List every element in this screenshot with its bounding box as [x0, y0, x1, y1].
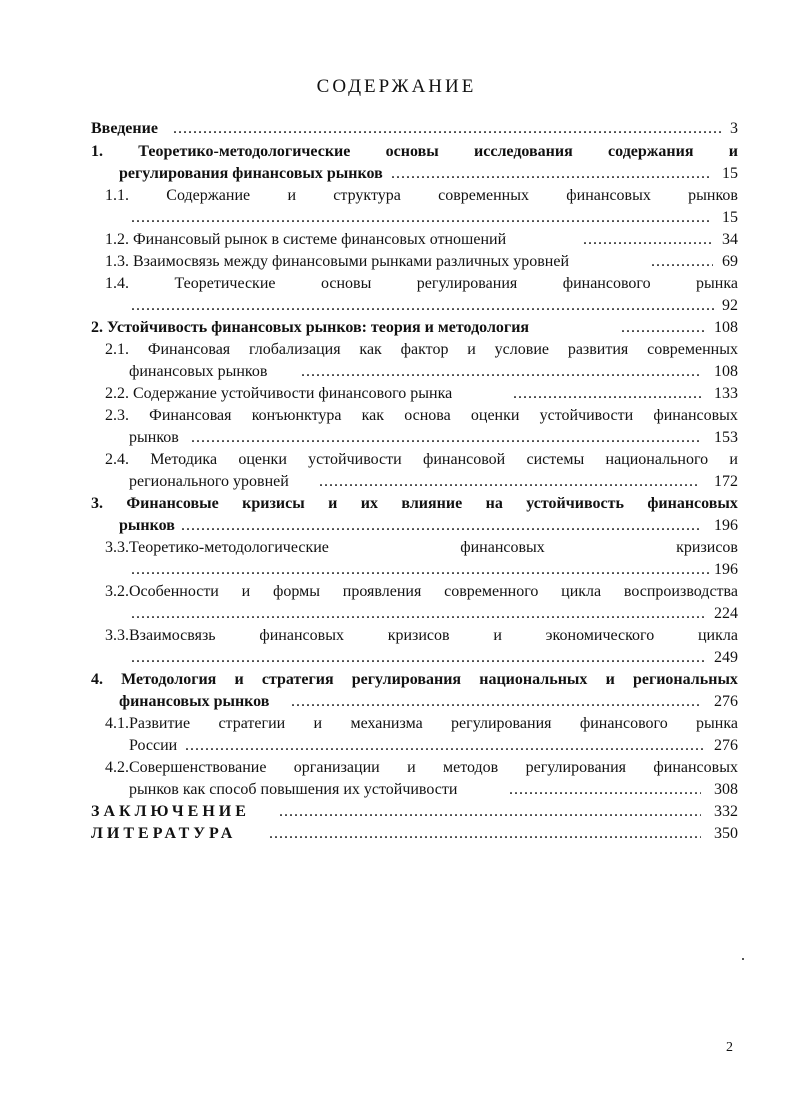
dot-leader [513, 383, 703, 405]
scan-speck [742, 958, 744, 960]
toc-entry-2-page: 108 [714, 317, 738, 339]
dot-leader [279, 801, 701, 823]
toc-entry-3-3a-page: 196 [714, 559, 738, 581]
toc-entry-4-line1: 4. Методология и стратегия регулирования национальных и региональных [91, 671, 738, 688]
toc-entry-4-1-page: 276 [714, 735, 738, 757]
toc-entry-4-1-line2: России [129, 737, 178, 754]
toc-entry-2-4-line1: 2.4. Методика оценки устойчивости финансовой системы национального и [105, 451, 738, 468]
toc-entry-intro-title: Введение [91, 120, 158, 137]
toc-entry-3-page: 196 [714, 515, 738, 537]
toc-entry-3-line1: 3. Финансовые кризисы и их влияние на устойчивость финансовых [91, 495, 738, 512]
toc-entry-2-3-line2: рынков [129, 429, 179, 446]
toc-entry-4-page: 276 [714, 691, 738, 713]
toc-entry-1-4-line1: 1.4. Теоретические основы регулирования финансового рынка [105, 275, 738, 292]
toc-entry-2-1-line1: 2.1. Финансовая глобализация как фактор и условие развития современных [105, 341, 738, 358]
toc-entry-2-1-page: 108 [714, 361, 738, 383]
toc-entry-3-3a-line1: 3.3.Теоретико-методологические финансовых кризисов [105, 539, 738, 556]
toc-entry-2-3-page: 153 [714, 427, 738, 449]
toc-entry-4-2-page: 308 [714, 779, 738, 801]
dot-leader [621, 317, 706, 339]
toc-entry-conclusion-title: ЗАКЛЮЧЕНИЕ [91, 803, 250, 820]
toc-entry-1-line1: 1. Теоретико-методологические основы исследования содержания и [91, 141, 738, 163]
page-number: 2 [726, 1040, 733, 1055]
dot-leader [131, 647, 706, 669]
dot-leader [131, 559, 711, 581]
dot-leader [185, 735, 703, 757]
toc-entry-intro-page: 3 [730, 118, 738, 140]
toc-entry-1-page: 15 [722, 163, 738, 185]
toc-entry-2-2-page: 133 [714, 383, 738, 405]
dot-leader [269, 823, 701, 845]
toc-entry-2-4-page: 172 [714, 471, 738, 493]
toc-entry-3-3b-page: 249 [714, 647, 738, 669]
toc-entry-2-1-line2: финансовых рынков [129, 363, 268, 380]
toc-entry-1-2-page: 34 [722, 229, 738, 251]
toc-entry-2-3-line1: 2.3. Финансовая конъюнктура как основа оценки устойчивости финансовых [105, 407, 738, 424]
dot-leader [131, 603, 706, 625]
dot-leader [191, 427, 701, 449]
toc-entry-1-2-title: 1.2. Финансовый рынок в системе финансовых отношений [105, 231, 507, 248]
dot-leader [131, 295, 716, 317]
dot-leader [509, 779, 701, 801]
dot-leader [173, 118, 723, 140]
page-title: СОДЕРЖАНИЕ [316, 76, 477, 97]
toc-entry-1-1-line1: 1.1. Содержание и структура современных финансовых рынков [105, 187, 738, 204]
toc-entry-1-1-page: 15 [722, 207, 738, 229]
toc-entry-4-line2: финансовых рынков [119, 693, 270, 710]
dot-leader [319, 471, 699, 493]
toc-entry-1-4-page: 92 [722, 295, 738, 317]
toc-entry-4-1-line1: 4.1.Развитие стратегии и механизма регулирования финансового рынка [105, 715, 738, 732]
toc-entry-conclusion-page: 332 [714, 801, 738, 823]
toc-entry-literature-title: ЛИТЕРАТУРА [91, 825, 237, 842]
dot-leader [583, 229, 713, 251]
dot-leader [131, 207, 711, 229]
toc-entry-3-2-line1: 3.2.Особенности и формы проявления современного цикла воспроизводства [105, 583, 738, 600]
toc-entry-1-number: 1. [91, 143, 103, 160]
toc-entry-1-3-title: 1.3. Взаимосвязь между финансовыми рынками различных уровней [105, 253, 570, 270]
dot-leader [291, 691, 701, 713]
toc-entry-2-2-title: 2.2. Содержание устойчивости финансового рынка [105, 385, 453, 402]
toc-entry-1-line2: регулирования финансовых рынков [119, 165, 383, 182]
toc-entry-4-2-line2: рынков как способ повышения их устойчивости [129, 781, 458, 798]
dot-leader [181, 515, 701, 537]
dot-leader [391, 163, 711, 185]
toc-entry-4-2-line1: 4.2.Совершенствование организации и методов регулирования финансовых [105, 759, 738, 776]
toc-entry-3-2-page: 224 [714, 603, 738, 625]
toc-entry-2-4-line2: регионального уровней [129, 473, 289, 490]
dot-leader [651, 251, 713, 273]
dot-leader [301, 361, 701, 383]
toc-entry-1-3-page: 69 [722, 251, 738, 273]
toc-entry-3-3b-line1: 3.3.Взаимосвязь финансовых кризисов и экономического цикла [105, 627, 738, 644]
toc-entry-3-line2: рынков [119, 517, 175, 534]
toc-entry-2-title: 2. Устойчивость финансовых рынков: теория и методология [91, 319, 530, 336]
toc-entry-literature-page: 350 [714, 823, 738, 845]
